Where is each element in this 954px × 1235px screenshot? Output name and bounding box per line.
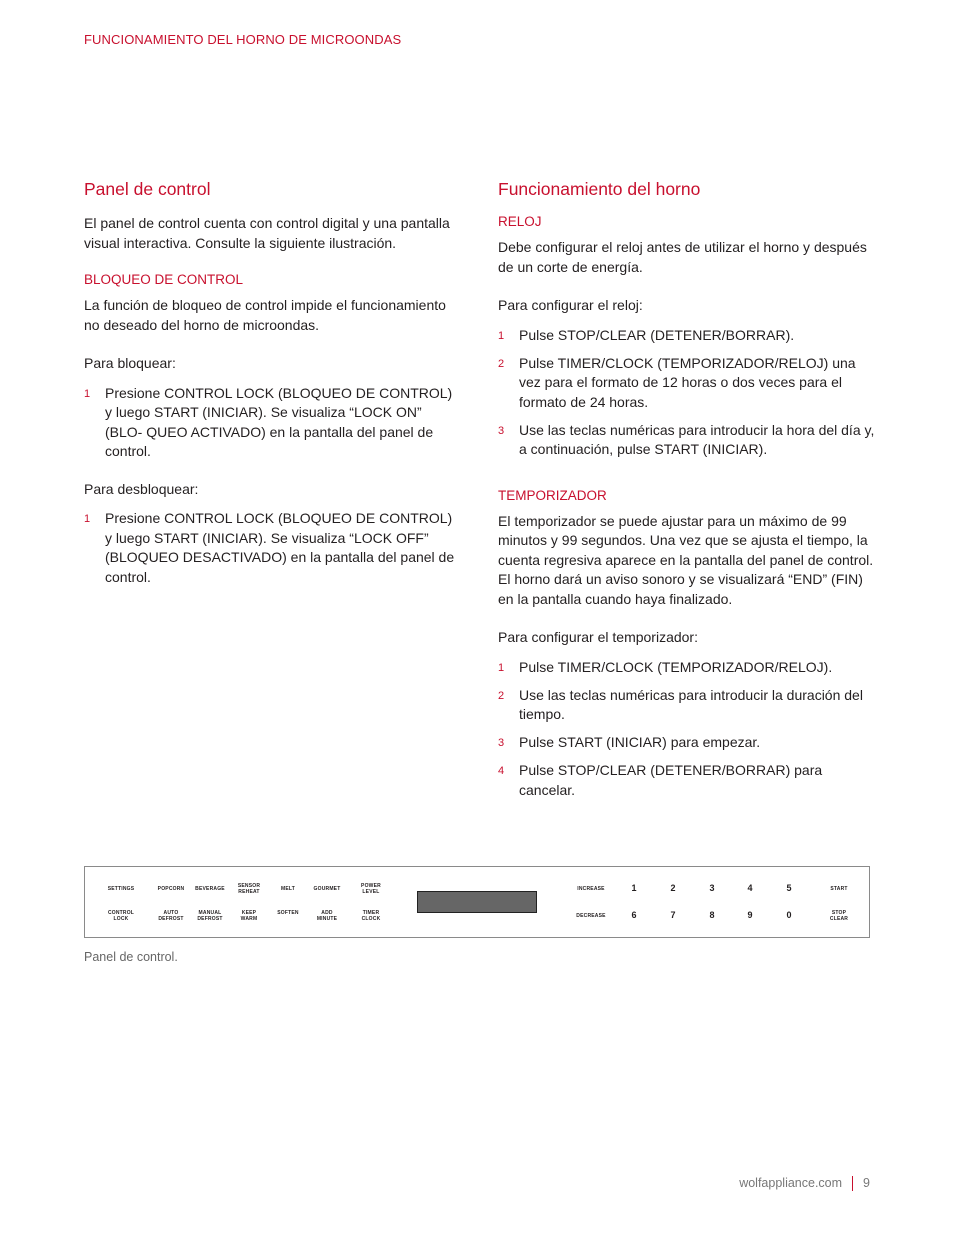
- lock-section-text: La función de bloqueo de control impide el funcionamiento no deseado del horno de microondas.: [84, 297, 446, 333]
- panel-key-label: 8: [709, 910, 715, 920]
- timer-label: Para configurar el temporizador:: [498, 629, 698, 645]
- panel-key-label: STOP CLEAR: [829, 910, 849, 922]
- step-text: Use las teclas numéricas para introducir la duración del tiempo.: [519, 686, 863, 722]
- divider: [852, 1176, 853, 1191]
- footer: [739, 1176, 870, 1191]
- unlock-label: Para desbloquear:: [84, 480, 199, 497]
- unlock-steps: [84, 509, 462, 587]
- step-text: Pulse TIMER/CLOCK (TEMPORIZADOR/RELOJ).: [519, 658, 833, 675]
- panel-title: Panel de control: [84, 179, 211, 199]
- step-number: 4: [498, 765, 505, 777]
- panel-key-label: 5: [786, 883, 792, 893]
- intro-text: El panel de control cuenta con control digital y una pantalla visual interactiva. Consulte la siguiente ilustración.: [84, 215, 450, 251]
- panel-key-label: 2: [670, 883, 676, 893]
- list-item: [498, 686, 878, 725]
- panel-key-label: BEVERAGE: [195, 886, 225, 892]
- list-item: [498, 326, 878, 346]
- clock-heading: RELOJ: [498, 214, 542, 229]
- display-screen: [417, 891, 537, 913]
- panel-key-label: 1: [631, 883, 637, 893]
- panel-key-label: MELT: [280, 886, 296, 892]
- lock-steps: [84, 384, 462, 462]
- step-text: Pulse STOP/CLEAR (DETENER/BORRAR).: [519, 326, 795, 343]
- list-item: [84, 509, 462, 587]
- list-item: [84, 384, 462, 462]
- oven-title: Funcionamiento del horno: [498, 179, 701, 199]
- panel-key-label: TIMER CLOCK: [361, 910, 381, 922]
- step-text: Pulse TIMER/CLOCK (TEMPORIZADOR/RELOJ) una vez para el formato de 12 horas o dos veces para el formato de 24 horas.: [519, 354, 856, 410]
- step-text: Pulse START (INICIAR) para empezar.: [519, 734, 761, 750]
- panel-key-label: SENSOR REHEAT: [237, 883, 261, 895]
- list-item: [498, 354, 878, 413]
- lock-section-heading: BLOQUEO DE CONTROL: [84, 272, 244, 287]
- website: wolfappliance.com: [739, 1176, 843, 1190]
- clock-text: Debe configurar el reloj antes de utilizar el horno y después de un corte de energía.: [498, 239, 867, 275]
- panel-key-label: POWER LEVEL: [361, 883, 381, 895]
- panel-key-label: CONTROL LOCK: [107, 910, 135, 922]
- timer-heading: TEMPORIZADOR: [498, 487, 607, 503]
- panel-key-label: ADD MINUTE: [316, 910, 338, 922]
- panel-key-label: 6: [631, 910, 637, 920]
- panel-key-label: POPCORN: [157, 886, 185, 892]
- panel-key-label: KEEP WARM: [240, 910, 258, 922]
- right-column: [498, 179, 878, 818]
- step-number: 1: [84, 387, 91, 400]
- step-number: 2: [498, 357, 505, 370]
- page-number: 9: [863, 1176, 870, 1190]
- lock-label: Para bloquear:: [84, 355, 176, 371]
- timer-steps: [498, 658, 878, 801]
- control-panel-illustration: [84, 866, 870, 938]
- clock-steps: [498, 326, 878, 460]
- panel-key-label: MANUAL DEFROST: [197, 910, 223, 922]
- step-number: 1: [498, 329, 505, 342]
- left-column: [84, 179, 462, 605]
- panel-key-label: GOURMET: [313, 886, 341, 892]
- step-number: 2: [498, 689, 505, 702]
- figure-caption: Panel de control.: [84, 950, 178, 964]
- step-text: Presione CONTROL LOCK (BLOQUEO DE CONTROL) y luego START (INICIAR). Se visualiza “LOCK ON” (BLO- QUEO ACTIVADO) en la pantalla del panel de control.: [105, 384, 453, 459]
- list-item: [498, 761, 878, 800]
- panel-key-label: SOFTEN: [277, 910, 299, 916]
- panel-key-label: START: [830, 886, 848, 892]
- clock-label: Para configurar el reloj:: [498, 297, 643, 313]
- timer-text: El temporizador se puede ajustar para un máximo de 99 minutos y 99 segundos. Una vez que se ajusta el tiempo, la cuenta regresiva aparece en la pantalla del panel de control. El horno dará un aviso sonoro y se visualizará “END” (FIN) en la pantalla cuando haya finalizado.: [498, 512, 874, 607]
- running-header: FUNCIONAMIENTO DEL HORNO DE MICROONDAS: [84, 32, 402, 47]
- step-number: 1: [84, 513, 91, 525]
- step-text: Pulse STOP/CLEAR (DETENER/BORRAR) para cancelar.: [519, 762, 823, 798]
- panel-key-label: SETTINGS: [107, 886, 135, 892]
- panel-key-label: 4: [747, 883, 753, 893]
- panel-key-label: 7: [670, 910, 676, 920]
- step-number: 1: [498, 661, 505, 674]
- panel-key-label: 3: [709, 883, 715, 893]
- panel-key-label: AUTO DEFROST: [158, 910, 184, 922]
- step-text: Use las teclas numéricas para introducir la hora del día y, a continuación, pulse START (INICIAR).: [519, 421, 875, 457]
- step-text: Presione CONTROL LOCK (BLOQUEO DE CONTROL) y luego START (INICIAR). Se visualiza “LOCK OFF” (BLOQUEO DESACTIVADO) en la pantalla del panel de control.: [105, 510, 455, 585]
- step-number: 3: [498, 424, 505, 437]
- step-number: 3: [498, 737, 505, 749]
- panel-key-label: DECREASE: [576, 913, 606, 919]
- list-item: [498, 733, 878, 753]
- panel-key-label: 0: [786, 910, 792, 920]
- panel-key-label: INCREASE: [577, 886, 605, 892]
- list-item: [498, 658, 878, 678]
- list-item: [498, 421, 878, 460]
- panel-key-label: 9: [747, 910, 753, 920]
